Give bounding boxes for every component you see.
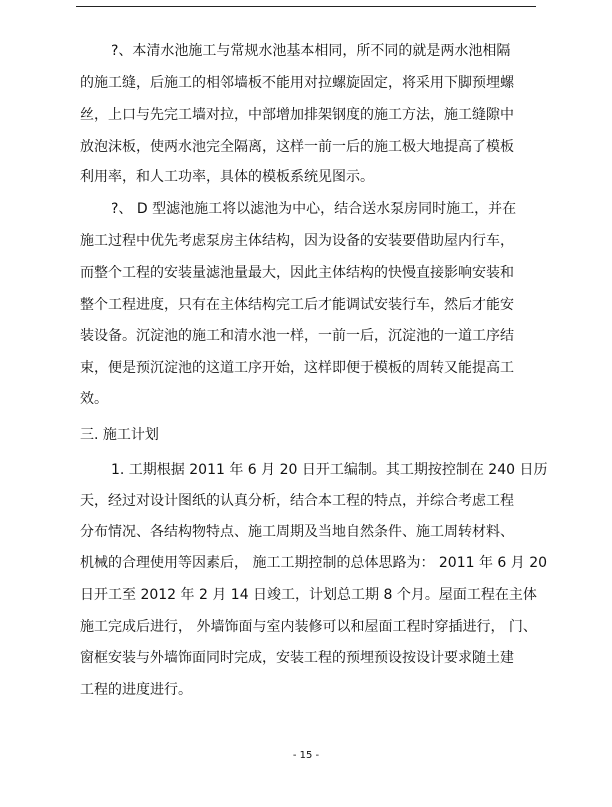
text-line: 工程的进度进行。 bbox=[80, 682, 192, 698]
page-number: - 15 - bbox=[292, 750, 320, 761]
text-line: 机械的合理使用等因素后， 施工工期控制的总体思路为： 2011 年 6 月 20 bbox=[80, 555, 548, 571]
text-line: 整个工程进度，只有在主体结构完工后才能调试安装行车，然后才能安 bbox=[80, 297, 514, 313]
text-line: 分布情况、各结构物特点、施工周期及当地自然条件、施工周转材料、 bbox=[80, 524, 514, 540]
text-line: 放泡沫板，使两水池完全隔离，这样一前一后的施工极大地提高了模板 bbox=[80, 139, 514, 155]
text-line: 而整个工程的安装量滤池量最大，因此主体结构的快慢直接影响安装和 bbox=[80, 265, 514, 281]
text-line: 窗框安装与外墙饰面同时完成，安装工程的预埋预设按设计要求随土建 bbox=[80, 650, 514, 666]
text-line: 施工过程中优先考虑泵房主体结构，因为设备的安装要借助屋内行车， bbox=[80, 233, 514, 249]
text-line: 1. 工期根据 2011 年 6 月 20 日开工编制。其工期按控制在 240 日历 bbox=[111, 462, 548, 478]
text-line: 束，便是预沉淀池的这道工序开始，这样即便于模板的周转又能提高工 bbox=[80, 360, 514, 376]
text-line: 效。 bbox=[80, 391, 108, 407]
text-line: 利用率，和人工功率，具体的模板系统见图示。 bbox=[80, 169, 374, 185]
text-line: ?、本清水池施工与常规水池基本相同，所不同的就是两水池相隔 bbox=[111, 43, 511, 59]
text-line: 的施工缝，后施工的相邻墙板不能用对拉螺旋固定，将采用下脚预埋螺 bbox=[80, 75, 514, 91]
text-line: 装设备。沉淀池的施工和清水池一样，一前一后，沉淀池的一道工序结 bbox=[80, 328, 514, 344]
text-line: 天，经过对设计图纸的认真分析，结合本工程的特点，并综合考虑工程 bbox=[80, 493, 514, 509]
text-line: 日开工至 2012 年 2 月 14 日竣工，计划总工期 8 个月。屋面工程在主体 bbox=[80, 587, 537, 603]
header-rule bbox=[76, 6, 536, 7]
text-line: 施工完成后进行， 外墙饰面与室内装修可以和屋面工程时穿插进行， 门、 bbox=[80, 619, 537, 635]
text-line: ?、 D 型滤池施工将以滤池为中心，结合送水泵房同时施工，并在 bbox=[111, 201, 517, 217]
section-heading: 三. 施工计划 bbox=[80, 427, 159, 443]
text-line: 丝，上口与先完工墙对拉，中部增加排架钢度的施工方法，施工缝隙中 bbox=[80, 107, 514, 123]
